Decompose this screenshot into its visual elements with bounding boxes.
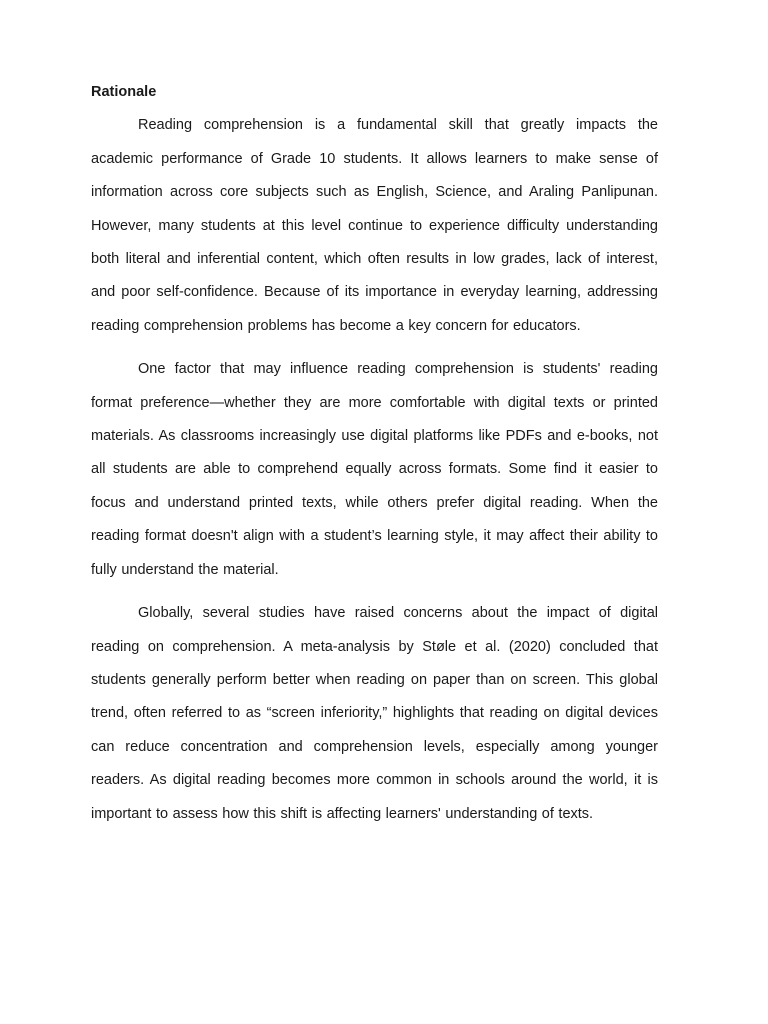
paragraph-reading-comprehension: Reading comprehension is a fundamental skill that greatly impacts the academic performance of Grade 10 students. It allows learners to make sense of information across core subjects such as English, Science, and Araling Panlipunan. However, many students at this level continue to experience difficulty understanding both literal and inferential content, which often results in low grades, lack of interest, and poor self-confidence. Because of its importance in everyday learning, addressing reading comprehension problems has become a key concern for educators. xyxy=(91,117,658,334)
paragraph-format-preference: One factor that may influence reading comprehension is students' reading format preference—whether they are more comfortable with digital texts or printed materials. As classrooms increasingly use digital platforms like PDFs and e-books, not all students are able to comprehend equally across formats. Some find it easier to focus and understand printed texts, while others prefer digital reading. When the reading format doesn't align with a student’s learning style, it may affect their ability to fully understand the material. xyxy=(91,361,658,578)
document-content xyxy=(91,76,658,831)
paragraph-global-studies: Globally, several studies have raised concerns about the impact of digital reading on comprehension. A meta-analysis by Støle et al. (2020) concluded that students generally perform better when reading on paper than on screen. This global trend, often referred to as “screen inferiority,” highlights that reading on digital devices can reduce concentration and comprehension levels, especially among younger readers. As digital reading becomes more common in schools around the world, it is important to assess how this shift is affecting learners' understanding of texts. xyxy=(91,605,658,822)
section-heading-rationale: Rationale xyxy=(91,84,157,100)
